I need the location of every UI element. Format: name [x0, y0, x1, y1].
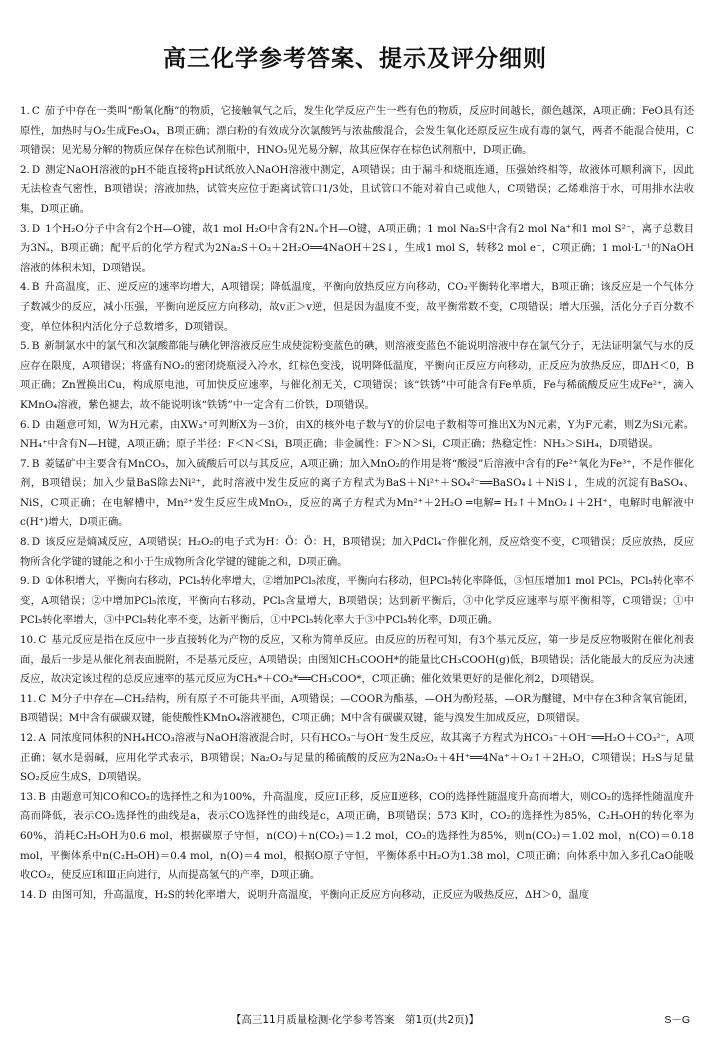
explanation-text: 同浓度同体积的NH₄HCO₃溶液与NaOH溶液混合时，只有HCO₃⁻与OH⁻发生反应，故其离子方程式为HCO₃⁻＋OH⁻══H₂O＋CO₃²⁻，A项正确；氨水是弱碱，应用化学式表示，B项错误；Na₂O₂与足量的稀硫酸的反应为2Na₂O₂＋4H⁺══4Na⁺＋O₂↑＋2H₂O，C项错误；H₂S与足量SO₂反应生成S，D项错误。	[20, 732, 694, 784]
explanation-text: 该反应是熵减反应，A项错误；H₂O₂的电子式为H：Ö：Ö：H，B项错误；加入PdCl₄⁻作催化剂，反应焓变不变，C项错误；反应放热，反应物所含化学键的键能之和小于生成物所含化学键的键能之和，D项正确。	[20, 536, 694, 568]
answer-item	[20, 278, 694, 337]
answer-letter: D	[31, 575, 41, 588]
explanation-text: 菱锰矿中主要含有MnCO₃，加入硫酸后可以与其反应，A项正确；加入MnO₂的作用是将“酸浸”后溶液中含有的Fe²⁺氧化为Fe³⁺，不是作催化剂，B项错误；加入少量BaS除去Ni²⁺，此时溶液中发生反应的离子方程式为BaS＋Ni²⁺＋SO₄²⁻══BaSO₄↓＋NiS↓，生成的沉淀有BaSO₄、NiS，C项正确；在电解槽中，Mn²⁺发生反应生成MnO₂，反应的离子方程式为Mn²⁺＋2H₂O ═电解═ H₂↑＋MnO₂↓＋2H⁺，电解时电解液中c(H⁺)增大，D项正确。	[20, 457, 694, 529]
answer-letter: C	[31, 105, 40, 117]
page-title: 高三化学参考答案、提示及评分细则	[163, 46, 547, 72]
answer-list	[20, 102, 694, 905]
question-number: 1.	[20, 105, 30, 117]
explanation-text: 茄子中存在一类叫“酚氧化酶”的物质，它接触氧气之后，发生化学反应产生一些有色的物质，反应时间越长，颜色越深，A项正确；FeO具有还原性，加热时与O₂生成Fe₃O₄，B项正确；漂白粉的有效成分次氯酸钙与浓盐酸混合，会发生氧化还原反应生成有毒的氯气，两者不能混合使用，C项错误；见光易分解的物质应保存在棕色试剂瓶中，HNO₃见光易分解，故其应保存在棕色试剂瓶中，D项正确。	[20, 105, 694, 157]
answer-item	[20, 220, 694, 279]
answer-letter: B	[38, 790, 46, 803]
explanation-text: 测定NaOH溶液的pH不能直接将pH试纸放入NaOH溶液中测定，A项错误；由于漏斗和烧瓶连通，压强始终相等，故液体可顺利滴下，因此无法检查气密性，B项错误；溶液加热，试管夹应位于距离试管口1/3处，且试管口不能对着自己或他人，C项错误；乙烯难溶于水，可用排水法收集，D项正确。	[20, 163, 694, 215]
explanation-text: 新制氯水中的氯气和次氯酸都能与碘化钾溶液反应生成使淀粉变蓝色的碘，则溶液变蓝色不能说明溶液中存在氯气分子，无法证明氯气与水的反应存在限度，A项错误；将盛有NO₂的密闭烧瓶浸入冷水，红棕色变浅，说明降低温度，平衡向正反应方向移动，正反应为放热反应，即ΔH＜0，B项正确；Zn置换出Cu，构成原电池，可加快反应速率，与催化剂无关，C项错误；该“铁锈”中可能含有Fe单质，Fe与稀硫酸反应生成Fe²⁺，滴入KMnO₄溶液，紫色褪去，故不能说明该“铁锈”中一定含有二价铁，D项错误。	[20, 340, 694, 411]
page-footer	[0, 1010, 710, 1032]
answer-letter: D	[31, 222, 41, 235]
question-number: 10.	[20, 634, 37, 647]
answer-item	[20, 572, 694, 631]
answer-letter: C	[38, 692, 47, 705]
answer-letter: C	[38, 634, 47, 647]
question-number: 14.	[20, 888, 37, 901]
question-number: 11.	[20, 692, 37, 705]
question-number: 12.	[20, 732, 37, 744]
explanation-text: M分子中存在—CH₂结构，所有原子不可能共平面，A项错误；—COOR为酯基，—OH为酚羟基，—OR为醚键，M中存在3种含氧官能团，B项错误；M中含有碳碳双键，能使酸性KMnO₄溶液褪色，C项正确；M中含有碳碳双键，能与溴发生加成反应，D项错误。	[20, 692, 694, 725]
explanation-text: 由题意可知CO和CO₂的选择性之和为100%，升高温度，反应Ⅰ正移，反应Ⅱ逆移，CO的选择性随温度升高而增大，则CO₂的选择性随温度升高而降低，表示CO₂选择性的曲线是a，表示CO选择性的曲线是c，A项正确，B项错误；573 K时，CO₂的选择性为85%，C₂H₅OH的转化率为60%，消耗C₂H₅OH为0.6 mol，根据碳原子守恒，n(CO)＋n(CO₂)＝1.2 mol，CO₂的选择性为85%，则n(CO₂)＝1.02 mol，n(CO)＝0.18 mol，平衡体系中n(C₂H₅OH)＝0.4 mol，n(O)＝4 mol，根据O原子守恒，平衡体系中H₂O为1.38 mol，C项正确；向体系中加入多孔CaO能吸收CO₂，使反应Ⅰ和Ⅲ正向进行，从而提高氢气的产率，D项正确。	[20, 790, 694, 882]
answer-letter: D	[38, 888, 47, 901]
question-number: 7.	[20, 457, 30, 470]
answer-item	[20, 161, 694, 220]
question-number: 5.	[20, 340, 30, 353]
explanation-text: 由题意可知，W为H元素，由XW₃⁺可判断X为－3价，由X的核外电子数与Y的价层电子数相等可推出X为N元素，Y为F元素，则Z为Si元素。NH₄⁺中含有N—H键，A项正确；原子半径：F＜N＜Si，B项正确；非金属性：F＞N＞Si，C项正确；热稳定性：NH₃＞SiH₄，D项错误。	[20, 418, 694, 451]
answer-item	[20, 729, 694, 788]
question-number: 2.	[20, 163, 30, 176]
question-number: 8.	[20, 536, 30, 549]
question-number: 3.	[20, 222, 30, 235]
footer-text: 【高三11月质量检测·化学参考答案 第1页(共2页)】	[230, 1014, 480, 1026]
answer-item	[20, 102, 694, 161]
explanation-text: 升高温度，正、逆反应的速率均增大，A项错误；降低温度，平衡向放热反应方向移动，CO₂平衡转化率增大，B项正确；该反应是一个气体分子数减少的反应，减小压强，平衡向逆反应方向移动，故v正＞v逆，但是因为温度不变，故平衡常数不变，C项错误；增大压强，活化分子百分数不变，单位体积内活化分子总数增多，D项错误。	[20, 281, 694, 333]
explanation-text: 1个H₂O分子中含有2个H—O键，故1 mol H₂O中含有2Nₐ个H—O键，A项正确；1 mol Na₂S中含有2 mol Na⁺和1 mol S²⁻，离子总数目为3Nₐ，B项正确；配平后的化学方程式为2Na₂S＋O₂＋2H₂O══4NaOH＋2S↓，生成1 mol S，转移2 mol e⁻，C项正确；1 mol·L⁻¹的NaOH溶液的体积未知，D项错误。	[20, 222, 694, 274]
answer-letter: A	[38, 732, 46, 744]
answer-letter: B	[31, 340, 40, 353]
answer-letter: D	[31, 418, 41, 431]
answer-letter: D	[31, 163, 41, 176]
question-number: 6.	[20, 418, 30, 431]
answer-item	[20, 533, 694, 572]
answer-letter: B	[31, 457, 40, 470]
answer-item	[20, 886, 694, 906]
answer-letter: D	[31, 536, 41, 549]
answer-item	[20, 416, 694, 455]
question-number: 13.	[20, 790, 37, 803]
answer-item	[20, 631, 694, 690]
answer-item	[20, 337, 694, 415]
question-number: 9.	[20, 575, 30, 588]
question-number: 4.	[20, 281, 30, 294]
answer-item	[20, 788, 694, 886]
explanation-text: 由图可知，升高温度，H₂S的转化率增大，说明升高温度，平衡向正反应方向移动，正反应为吸热反应，ΔH＞0，温度	[51, 888, 590, 901]
answer-item	[20, 690, 694, 729]
explanation-text: ①体积增大，平衡向右移动，PCl₅转化率增大，②增加PCl₅浓度，平衡向右移动，但PCl₅转化率降低，③恒压增加1 mol PCl₅，PCl₅转化率不变，A项错误；②中增加PCl₅浓度，平衡向右移动，PCl₅含量增大，B项错误；达到新平衡后，③中化学反应速率与原平衡相等，C项错误；①中PCl₅转化率增大，③中PCl₅转化率不变，达新平衡后，①中PCl₅转化率大于③中PCl₅转化率，D项正确。	[20, 575, 694, 627]
explanation-text: 基元反应是指在反应中一步直接转化为产物的反应，又称为简单反应。由反应的历程可知，有3个基元反应，第一步是反应物吸附在催化剂表面，最后一步是从催化剂表面脱附，不是基元反应，A项错误；由图知CH₃COOH*的能量比CH₃COOH(g)低，B项错误；活化能最大的反应为决速反应，故决定该过程的总反应速率的基元反应为CH₃*＋CO₂*══CH₃COO*，C项正确；催化效果更好的是催化剂2，D项错误。	[20, 634, 694, 686]
answer-letter: B	[31, 281, 40, 294]
paper-code: S－G	[664, 1014, 690, 1026]
answer-item	[20, 455, 694, 533]
